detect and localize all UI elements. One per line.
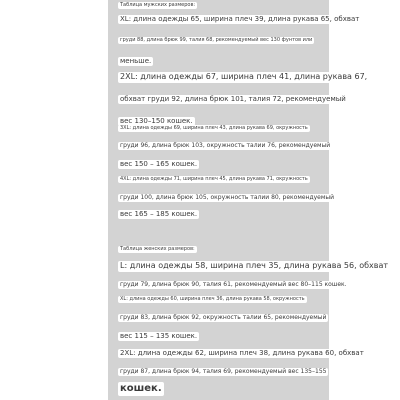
men-4xl-line-3: вес 165 – 185 кошек. — [120, 210, 198, 218]
men-2xl-line-1: 2XL: длина одежды 67, ширина плеч 41, длина рукава 67, — [120, 72, 368, 81]
men-xl-line-3: меньше. — [120, 57, 152, 65]
women-2xl-line-2: груди 87, длина брюк 94, талия 69, рекомендуемый вес 135–155 — [120, 368, 327, 375]
men-size-table-title: Таблица мужских размеров: — [120, 2, 196, 8]
men-xl-line-2: груди 88, длина брюк 99, талия 68, рекомендуемый вес 130 фунтов или — [120, 37, 313, 43]
men-4xl-line-1: 4XL: длина одежды 71, ширина плеч 45, длина рукава 71, окружность — [120, 176, 308, 182]
women-xl-line-2: груди 83, длина брюк 92, окружность талии 65, рекомендуемый — [120, 314, 327, 321]
women-2xl-line-1: 2XL: длина одежды 62, ширина плеч 38, длина рукава 60, обхват — [120, 349, 364, 357]
women-2xl-line-3: кошек. — [120, 383, 162, 394]
men-3xl-line-1: 3XL: длина одежды 69, ширина плеч 43, длина рукава 69, окружность — [120, 125, 308, 131]
men-4xl-line-2: груди 100, длина брюк 105, окружность талии 80, рекомендуемый — [120, 194, 335, 201]
women-xl-line-3: вес 115 – 135 кошек. — [120, 332, 198, 340]
men-2xl-line-3: вес 130–150 кошек. — [120, 117, 193, 125]
women-size-table-title: Таблица женских размеров: — [120, 246, 195, 252]
men-xl-line-1: XL: длина одежды 65, ширина плеч 39, длина рукава 65, обхват — [120, 15, 360, 23]
men-3xl-line-2: груди 96, длина брюк 103, окружность талии 76, рекомендуемый — [120, 142, 331, 149]
women-xl-line-1: XL: длина одежды 60, ширина плеч 36, длина рукава 58, окружность — [120, 296, 305, 302]
men-2xl-line-2: обхват груди 92, длина брюк 101, талия 72, рекомендуемый — [120, 95, 346, 103]
women-l-line-1: L: длина одежды 58, ширина плеч 35, длина рукава 56, обхват — [120, 261, 389, 270]
men-3xl-line-3: вес 150 – 165 кошек. — [120, 160, 198, 168]
women-l-line-2: груди 79, длина брюк 90, талия 61, рекомендуемый вес 80–115 кошек. — [120, 281, 347, 288]
